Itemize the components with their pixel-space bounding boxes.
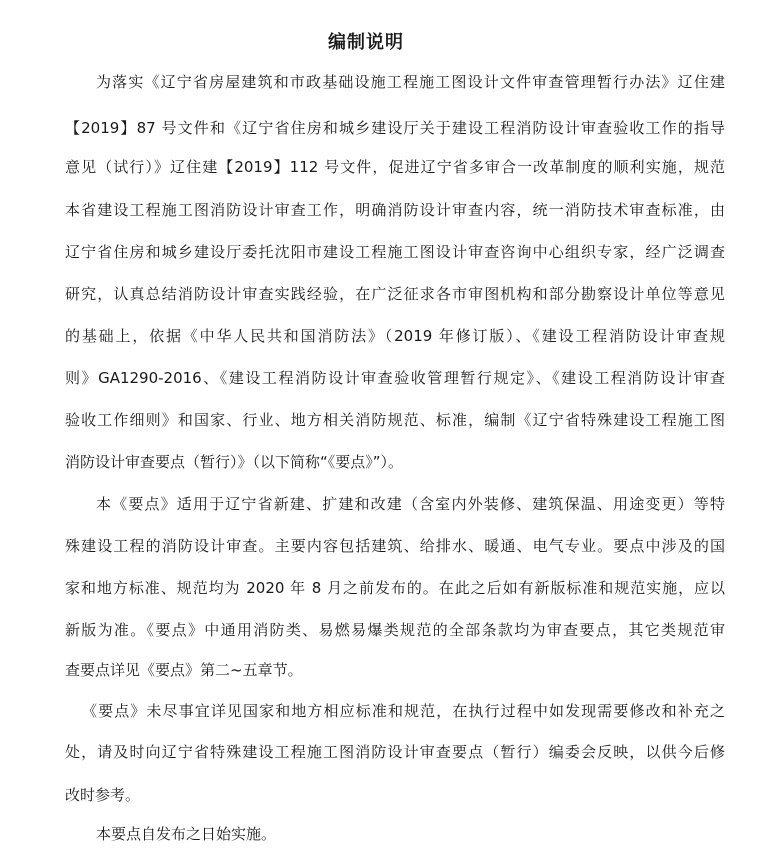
paragraph-1-line-6: 研究，认真总结消防设计审查实践经验，在广泛征求各市审图机构和部分勘察设计单位等意见 bbox=[65, 285, 725, 303]
paragraph-2-line-4: 新版为准。《要点》中通用消防类、易燃易爆类规范的全部条款均为审查要点，其它类规范审 bbox=[65, 621, 725, 639]
paragraph-1-line-5: 辽宁省住房和城乡建设厅委托沈阳市建设工程施工图设计审查咨询中心组织专家，经广泛调查 bbox=[65, 243, 725, 261]
paragraph-1-line-3: 意见（试行）》辽住建【2019】112 号文件，促进辽宁省多审合一改革制度的顺利实施，规范 bbox=[65, 158, 725, 176]
paragraph-1-line-1: 为落实《辽宁省房屋建筑和市政基础设施工程施工图设计文件审查管理暂行办法》辽住建 bbox=[96, 73, 725, 91]
paragraph-3-line-2: 处，请及时向辽宁省特殊建设工程施工图消防设计审查要点（暂行）编委会反映，以供今后修 bbox=[65, 743, 725, 761]
paragraph-2-line-3: 家和地方标准、规范均为 2020 年 8 月之前发布的。在此之后如有新版标准和规范实施，应以 bbox=[65, 579, 725, 597]
paragraph-2-line-5: 查要点详见《要点》第二~五章节。 bbox=[65, 661, 303, 679]
paragraph-1-line-8: 则》GA1290-2016、《建设工程消防设计审查验收管理暂行规定》、《建设工程消防设计审查 bbox=[65, 369, 725, 387]
paragraph-2-line-2: 殊建设工程的消防设计审查。主要内容包括建筑、给排水、暖通、电气专业。要点中涉及的国 bbox=[65, 537, 725, 555]
paragraph-1-line-2: 【2019】87 号文件和《辽宁省住房和城乡建设厅关于建设工程消防设计审查验收工作的指导 bbox=[65, 119, 725, 137]
paragraph-1-line-7: 的基础上，依据《中华人民共和国消防法》（2019 年修订版）、《建设工程消防设计审查规 bbox=[65, 327, 725, 345]
paragraph-3-line-3: 改时参考。 bbox=[65, 786, 141, 804]
paragraph-1-line-4: 本省建设工程施工图消防设计审查工作，明确消防设计审查内容，统一消防技术审查标准，由 bbox=[65, 201, 725, 219]
paragraph-4-line-1: 本要点自发布之日始实施。 bbox=[96, 825, 277, 843]
document-title: 编制说明 bbox=[328, 32, 404, 53]
paragraph-1-line-9: 验收工作细则》和国家、行业、地方相关消防规范、标准，编制《辽宁省特殊建设工程施工图 bbox=[65, 411, 725, 429]
paragraph-1-line-10: 消防设计审查要点（暂行）》（以下简称“《要点》”）。 bbox=[65, 453, 404, 471]
paragraph-3-line-1: 《要点》未尽事宜详见国家和地方相应标准和规范，在执行过程中如发现需要修改和补充之 bbox=[82, 702, 725, 720]
paragraph-2-line-1: 本《要点》适用于辽宁省新建、扩建和改建（含室内外装修、建筑保温、用途变更）等特 bbox=[96, 495, 725, 513]
